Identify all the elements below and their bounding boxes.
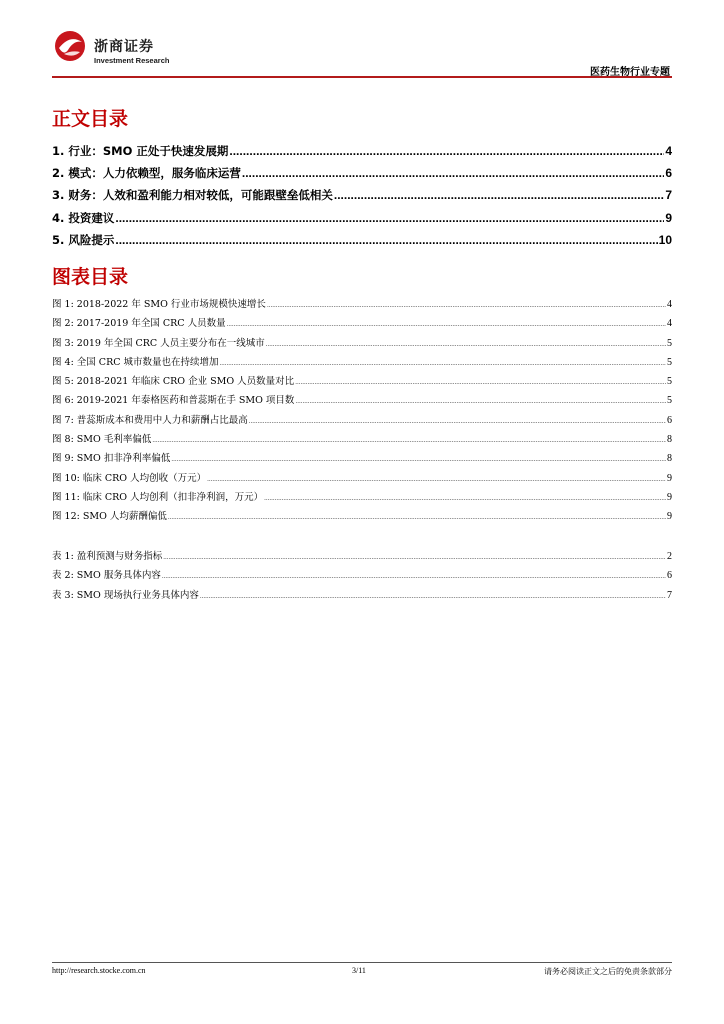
figure-entry[interactable] [52,489,672,508]
figure-entry[interactable] [52,315,672,334]
dot-leader [267,301,666,309]
figure-entry[interactable] [52,412,672,431]
toc-entry[interactable] [52,232,672,254]
toc-entry-page: 6 [665,166,672,181]
toc-entry-page: 9 [665,210,672,225]
figure-entry-label: 图 1: 2018-2022 年 SMO 行业市场规模快速增长 [52,299,266,310]
figure-entry-label: 图 7: 普蕊斯成本和费用中人力和薪酬占比最高 [52,414,248,426]
dot-leader [168,513,666,521]
footer-url: http://research.stocke.com.cn [52,966,146,975]
toc-entry[interactable] [52,143,672,165]
dot-leader [266,340,666,348]
toc-entry[interactable] [52,165,672,187]
figure-entry-page: 5 [667,356,672,368]
toc-section-title: 正文目录 [52,108,129,130]
figure-entry-page: 4 [667,299,672,310]
dot-leader [163,553,666,561]
figure-entry-page: 8 [667,434,672,446]
figure-entry[interactable] [52,450,672,469]
dot-leader [152,436,666,444]
figure-entry[interactable] [52,508,672,527]
figure-entry-page: 5 [667,337,672,349]
tables-toc-list [52,548,672,606]
figure-entry-page: 5 [667,376,672,388]
toc-entry-label: 5. 风险提示 [52,232,115,247]
dot-leader [220,359,666,367]
dot-leader [242,166,664,180]
figure-entry-label: 图 5: 2018-2021 年临床 CRO 企业 SMO 人员数量对比 [52,376,295,388]
table-entry-label: 表 2: SMO 服务具体内容 [52,570,161,582]
table-entry[interactable] [52,587,672,606]
dot-leader [295,397,666,405]
figure-entry[interactable] [52,335,672,354]
toc-entry-label: 4. 投资建议 [52,210,115,225]
header-divider [52,76,672,78]
dot-leader [264,494,666,502]
figures-section-title: 图表目录 [52,266,129,288]
toc-entry-label: 3. 财务：人效和盈利能力相对较低，可能跟壁垒低相关 [52,188,333,203]
figure-entry-page: 9 [667,511,672,523]
figure-entry-page: 5 [667,395,672,407]
logo-emblem-icon [52,28,88,64]
figure-entry-page: 9 [667,472,672,484]
toc-entry-page: 4 [665,144,672,158]
dot-leader [295,378,666,386]
table-entry-label: 表 3: SMO 现场执行业务具体内容 [52,589,199,601]
toc-entry-page: 7 [665,188,672,203]
footer-page-number: 3/11 [352,966,366,975]
figure-entry-label: 图 11: 临床 CRO 人均创利（扣非净利润，万元） [52,491,264,503]
dot-leader [200,592,666,600]
dot-leader [229,144,664,158]
figure-entry-label: 图 3: 2019 年全国 CRC 人员主要分布在一线城市 [52,337,265,349]
dot-leader [171,455,666,463]
dot-leader [227,320,666,328]
figure-entry[interactable] [52,354,672,373]
logo-text-en: Investment Research [94,56,170,65]
logo-text-cn: 浙商证券 [94,39,154,55]
toc-entry-label: 2. 模式：人力依赖型，服务临床运营 [52,166,241,181]
figure-entry[interactable] [52,373,672,392]
toc-entry[interactable] [52,210,672,232]
table-entry-page: 2 [667,551,672,562]
figure-entry-page: 8 [667,453,672,465]
figure-entry-page: 4 [667,318,672,330]
toc-entry[interactable] [52,187,672,209]
figure-entry-label: 图 6: 2019-2021 年泰格医药和普蕊斯在手 SMO 项目数 [52,395,295,407]
figure-entry-label: 图 2: 2017-2019 年全国 CRC 人员数量 [52,318,226,330]
figure-entry-label: 图 12: SMO 人均薪酬偏低 [52,511,167,523]
figure-entry[interactable] [52,296,672,315]
toc-entry-label: 1. 行业：SMO 正处于快速发展期 [52,144,229,158]
footer-disclaimer: 请务必阅读正文之后的免责条款部分 [544,967,672,976]
dot-leader [249,417,666,425]
figure-entry[interactable] [52,431,672,450]
figure-entry-label: 图 10: 临床 CRO 人均创收（万元） [52,472,207,484]
table-entry[interactable] [52,548,672,567]
company-logo [52,28,172,74]
figure-entry-label: 图 4: 全国 CRC 城市数量也在持续增加 [52,356,219,368]
footer-divider [52,962,672,963]
table-entry-page: 7 [667,589,672,601]
toc-entry-page: 10 [658,232,672,247]
main-toc-list [52,143,672,254]
dot-leader [207,475,666,483]
report-type-label: 医药生物行业专题 [590,67,670,78]
figure-entry-label: 图 9: SMO 扣非净利率偏低 [52,453,171,465]
figure-entry[interactable] [52,470,672,489]
figure-entry-label: 图 8: SMO 毛利率偏低 [52,434,152,446]
figures-toc-list [52,296,672,528]
table-entry-page: 6 [667,570,672,582]
figure-entry[interactable] [52,392,672,411]
table-entry[interactable] [52,567,672,586]
dot-leader [162,572,666,580]
dot-leader [334,188,664,202]
dot-leader [115,211,664,225]
figure-entry-page: 9 [667,491,672,503]
dot-leader [115,233,657,247]
table-entry-label: 表 1: 盈利预测与财务指标 [52,551,163,562]
figure-entry-page: 6 [667,414,672,426]
